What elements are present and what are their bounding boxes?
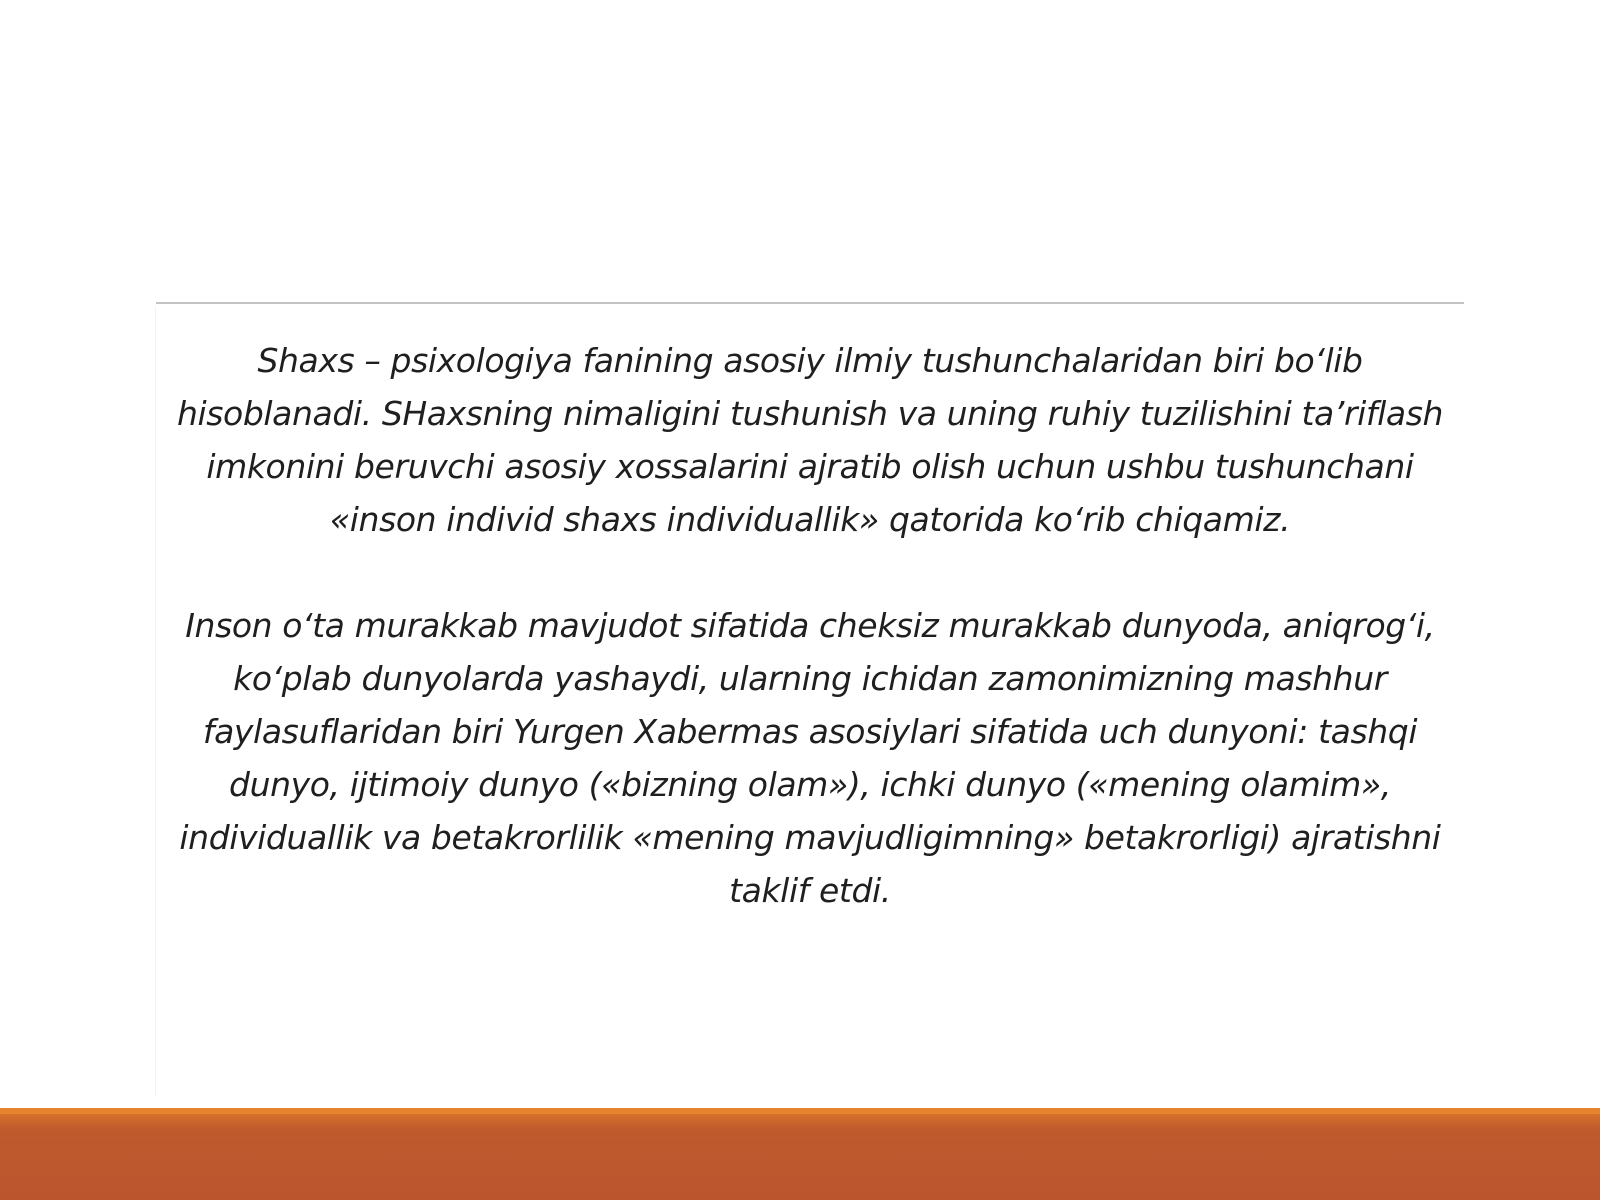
title-divider-line bbox=[156, 302, 1464, 304]
paragraph-inson-worlds: Inson o‘ta murakkab mavjudot sifatida cheksiz murakkab dunyoda, aniqrog‘i, ko‘plab dunyolarda yashaydi, ularning ichidan zamonimizning mashhur faylasuflaridan biri Yurgen Xabermas asosiylari sifatida uch dunyoni: tashqi dunyo, ijtimoiy dunyo («bizning olam»), ichki dunyo («mening olamim», individuallik va betakrorlilik «mening mavjudligimning» betakrorligi) ajratishni taklif etdi. bbox=[179, 606, 1441, 910]
paragraph-spacer bbox=[156, 546, 1464, 599]
paragraph-shaxs-definition: Shaxs – psixologiya fanining asosiy ilmiy tushunchalaridan biri bo‘lib hisoblanadi. SHaxsning nimaligini tushunish va uning ruhiy tuzilishini ta’riflash imkonini beruvchi asosiy xossalarini ajratib olish uchun ushbu tushunchani «inson individ shaxs individuallik» qatorida ko‘rib chiqamiz. bbox=[176, 341, 1444, 539]
footer-accent-bar bbox=[0, 1108, 1600, 1200]
slide-body-text bbox=[156, 334, 1464, 917]
footer-accent-highlight bbox=[0, 1108, 1600, 1114]
